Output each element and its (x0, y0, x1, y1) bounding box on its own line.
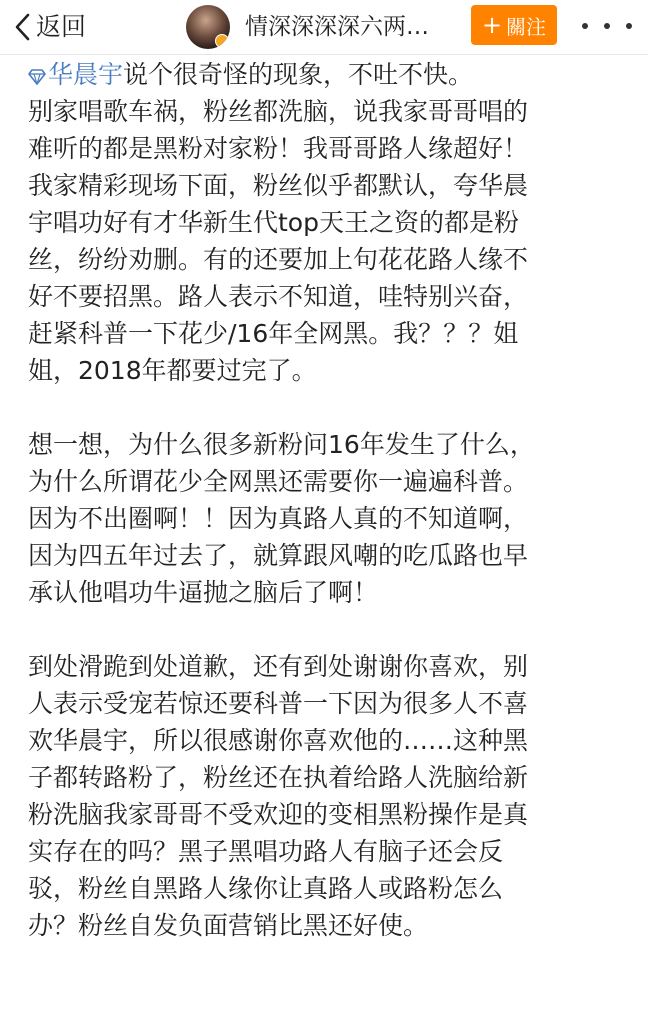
dot-icon (626, 23, 632, 29)
paragraph-spacer (28, 611, 628, 648)
paragraph-spacer (28, 389, 628, 426)
dot-icon (582, 23, 588, 29)
post-paragraph-2: 想一想，为什么很多新粉问16年发生了什么， 为什么所谓花少全网黑还需要你一遍遍科普。 因为不出圈啊！！因为真路人真的不知道啊， 因为四五年过去了，就算跟风嘲的吃瓜路也早 承认他唱功牛逼抛之脑后了啊！ (28, 430, 535, 607)
plus-icon: + (481, 11, 503, 39)
back-button[interactable] (14, 8, 86, 46)
diamond-icon (28, 69, 46, 85)
chevron-left-icon (14, 13, 30, 41)
user-mention-link[interactable] (28, 60, 123, 89)
back-label: 返回 (36, 12, 87, 41)
follow-button[interactable] (471, 5, 557, 45)
page-title[interactable]: 情深深深深六两… (245, 14, 429, 40)
post-paragraph-1 (28, 56, 628, 389)
post-body (28, 56, 628, 944)
dot-icon (604, 23, 610, 29)
post-paragraph-3: 到处滑跪到处道歉，还有到处谢谢你喜欢，别 人表示受宠若惊还要科普一下因为很多人不喜 欢华晨宇，所以很感谢你喜欢他的……这种黑 子都转路粉了，粉丝还在执着给路人洗脑给新 粉洗脑我家哥哥不受欢迎的变相黑粉操作是真 实存在的吗？黑子黑唱功路人有脑子还会反 驳，粉丝自黑路人缘你让真路人或路粉怎么 办？粉丝自发负面营销比黑还好使。 (28, 652, 529, 940)
avatar[interactable] (186, 5, 230, 49)
verified-badge-icon (215, 34, 229, 48)
follow-label: 關注 (506, 14, 547, 39)
more-options-button[interactable] (582, 14, 632, 38)
mention-name: 华晨宇 (48, 60, 124, 89)
paragraph-1-text: 说个很奇怪的现象，不吐不快。 别家唱歌车祸，粉丝都洗脑，说我家哥哥唱的 难听的都是黑粉对家粉！我哥哥路人缘超好！ 我家精彩现场下面，粉丝似乎都默认，夸华晨 宇唱功好有才华新生代top天王之资的都是粉 丝，纷纷劝删。有的还要加上句花花路人缘不 好不要招黑。路人表示不知道，哇特别兴奋， 赶紧科普一下花少/16年全网黑。我？？？姐 姐，2018年都要过完了。 (28, 60, 529, 385)
top-navigation-bar (0, 0, 648, 55)
